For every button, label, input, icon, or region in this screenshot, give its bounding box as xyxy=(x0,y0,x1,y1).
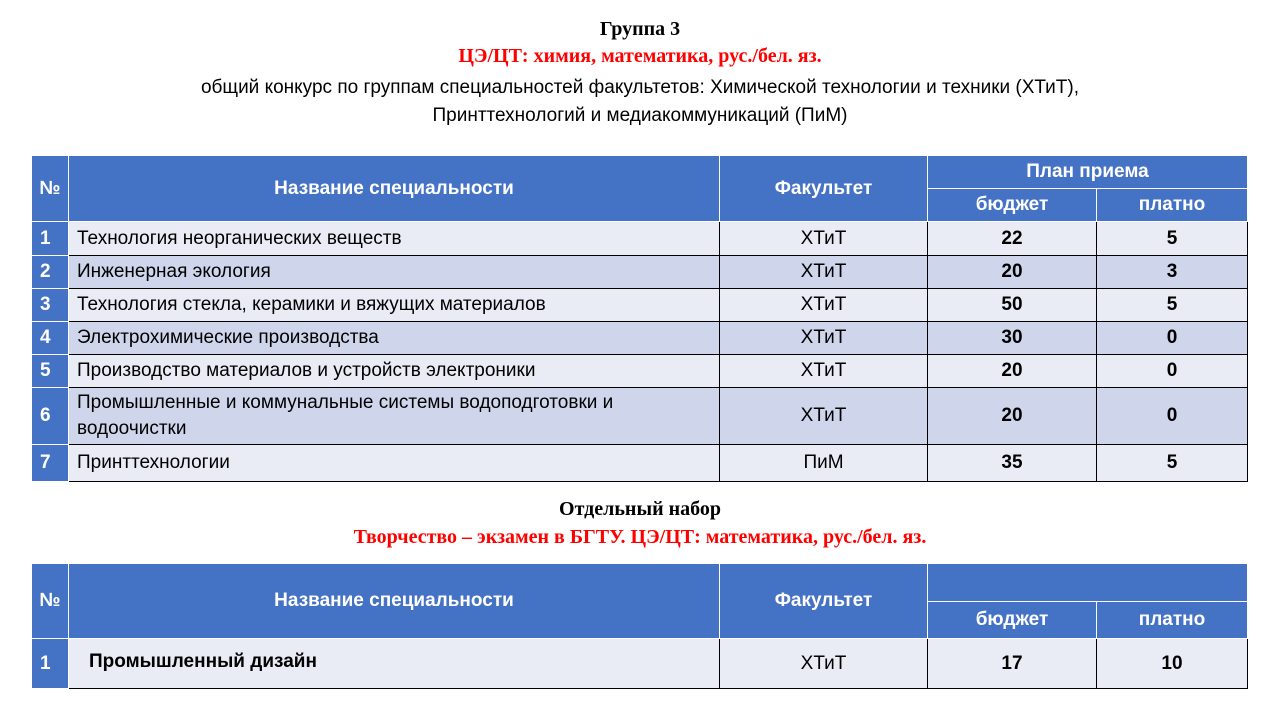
row-num: 2 xyxy=(32,256,69,289)
row-budget: 22 xyxy=(928,222,1097,256)
table-row xyxy=(32,388,1248,445)
row-budget: 20 xyxy=(928,355,1097,388)
table-row xyxy=(32,445,1248,482)
row-paid: 0 xyxy=(1097,355,1248,388)
row-budget: 30 xyxy=(928,322,1097,355)
table-row xyxy=(32,355,1248,388)
header-num: № xyxy=(32,156,69,222)
row-paid: 5 xyxy=(1097,445,1248,482)
row-name: Инженерная экология xyxy=(69,256,720,289)
row-name: Электрохимические производства xyxy=(69,322,720,355)
group-subtitle: ЦЭ/ЦТ: химия, математика, рус./бел. яз. xyxy=(458,45,822,67)
header-name: Название специальности xyxy=(69,564,720,639)
table-row xyxy=(32,639,1248,689)
row-paid: 3 xyxy=(1097,256,1248,289)
row-budget: 20 xyxy=(928,256,1097,289)
row-paid: 5 xyxy=(1097,289,1248,322)
header-paid: платно xyxy=(1097,189,1248,222)
header-plan: План приема xyxy=(928,156,1248,189)
row-faculty: ХТиТ xyxy=(720,289,928,322)
main-specialties-table xyxy=(31,155,1248,482)
row-paid: 5 xyxy=(1097,222,1248,256)
row-faculty: ХТиТ xyxy=(720,388,928,445)
header-paid: платно xyxy=(1097,602,1248,639)
row-paid: 0 xyxy=(1097,388,1248,445)
row-num: 6 xyxy=(32,388,69,445)
separate-title: Отдельный набор xyxy=(559,498,721,520)
header-plan-blank xyxy=(928,564,1248,602)
header-budget: бюджет xyxy=(928,602,1097,639)
row-name: Технология неорганических веществ xyxy=(69,222,720,256)
row-num: 1 xyxy=(32,222,69,256)
row-faculty: ХТиТ xyxy=(720,355,928,388)
row-name: Технология стекла, керамики и вяжущих материалов xyxy=(69,289,720,322)
row-budget: 20 xyxy=(928,388,1097,445)
row-name: Промышленные и коммунальные системы водоподготовки и водоочистки xyxy=(69,388,720,445)
row-budget: 17 xyxy=(928,639,1097,689)
row-num: 4 xyxy=(32,322,69,355)
row-num: 5 xyxy=(32,355,69,388)
row-num: 3 xyxy=(32,289,69,322)
row-faculty: ХТиТ xyxy=(720,639,928,689)
header-num: № xyxy=(32,564,69,639)
row-num: 1 xyxy=(32,639,69,689)
group-title: Группа 3 xyxy=(599,18,681,40)
header-faculty: Факультет xyxy=(720,156,928,222)
row-name: Промышленный дизайн xyxy=(69,639,720,689)
table-row xyxy=(32,322,1248,355)
row-name: Принттехнологии xyxy=(69,445,720,482)
header-name: Название специальности xyxy=(69,156,720,222)
header-faculty: Факультет xyxy=(720,564,928,639)
separate-specialties-table xyxy=(31,563,1248,689)
row-budget: 50 xyxy=(928,289,1097,322)
row-num: 7 xyxy=(32,445,69,482)
row-faculty: ПиМ xyxy=(720,445,928,482)
row-faculty: ХТиТ xyxy=(720,322,928,355)
row-paid: 0 xyxy=(1097,322,1248,355)
table-row xyxy=(32,289,1248,322)
table-row xyxy=(32,222,1248,256)
separate-subtitle: Творчество – экзамен в БГТУ. ЦЭ/ЦТ: математика, рус./бел. яз. xyxy=(353,526,927,548)
row-name: Производство материалов и устройств электроники xyxy=(69,355,720,388)
group-description-line2: Принттехнологий и медиакоммуникаций (ПиМ) xyxy=(432,105,848,126)
row-faculty: ХТиТ xyxy=(720,256,928,289)
row-budget: 35 xyxy=(928,445,1097,482)
header-budget: бюджет xyxy=(928,189,1097,222)
table-row xyxy=(32,256,1248,289)
row-paid: 10 xyxy=(1097,639,1248,689)
group-description-line1: общий конкурс по группам специальностей факультетов: Химической технологии и техники (ХТиТ), xyxy=(200,77,1080,98)
row-faculty: ХТиТ xyxy=(720,222,928,256)
